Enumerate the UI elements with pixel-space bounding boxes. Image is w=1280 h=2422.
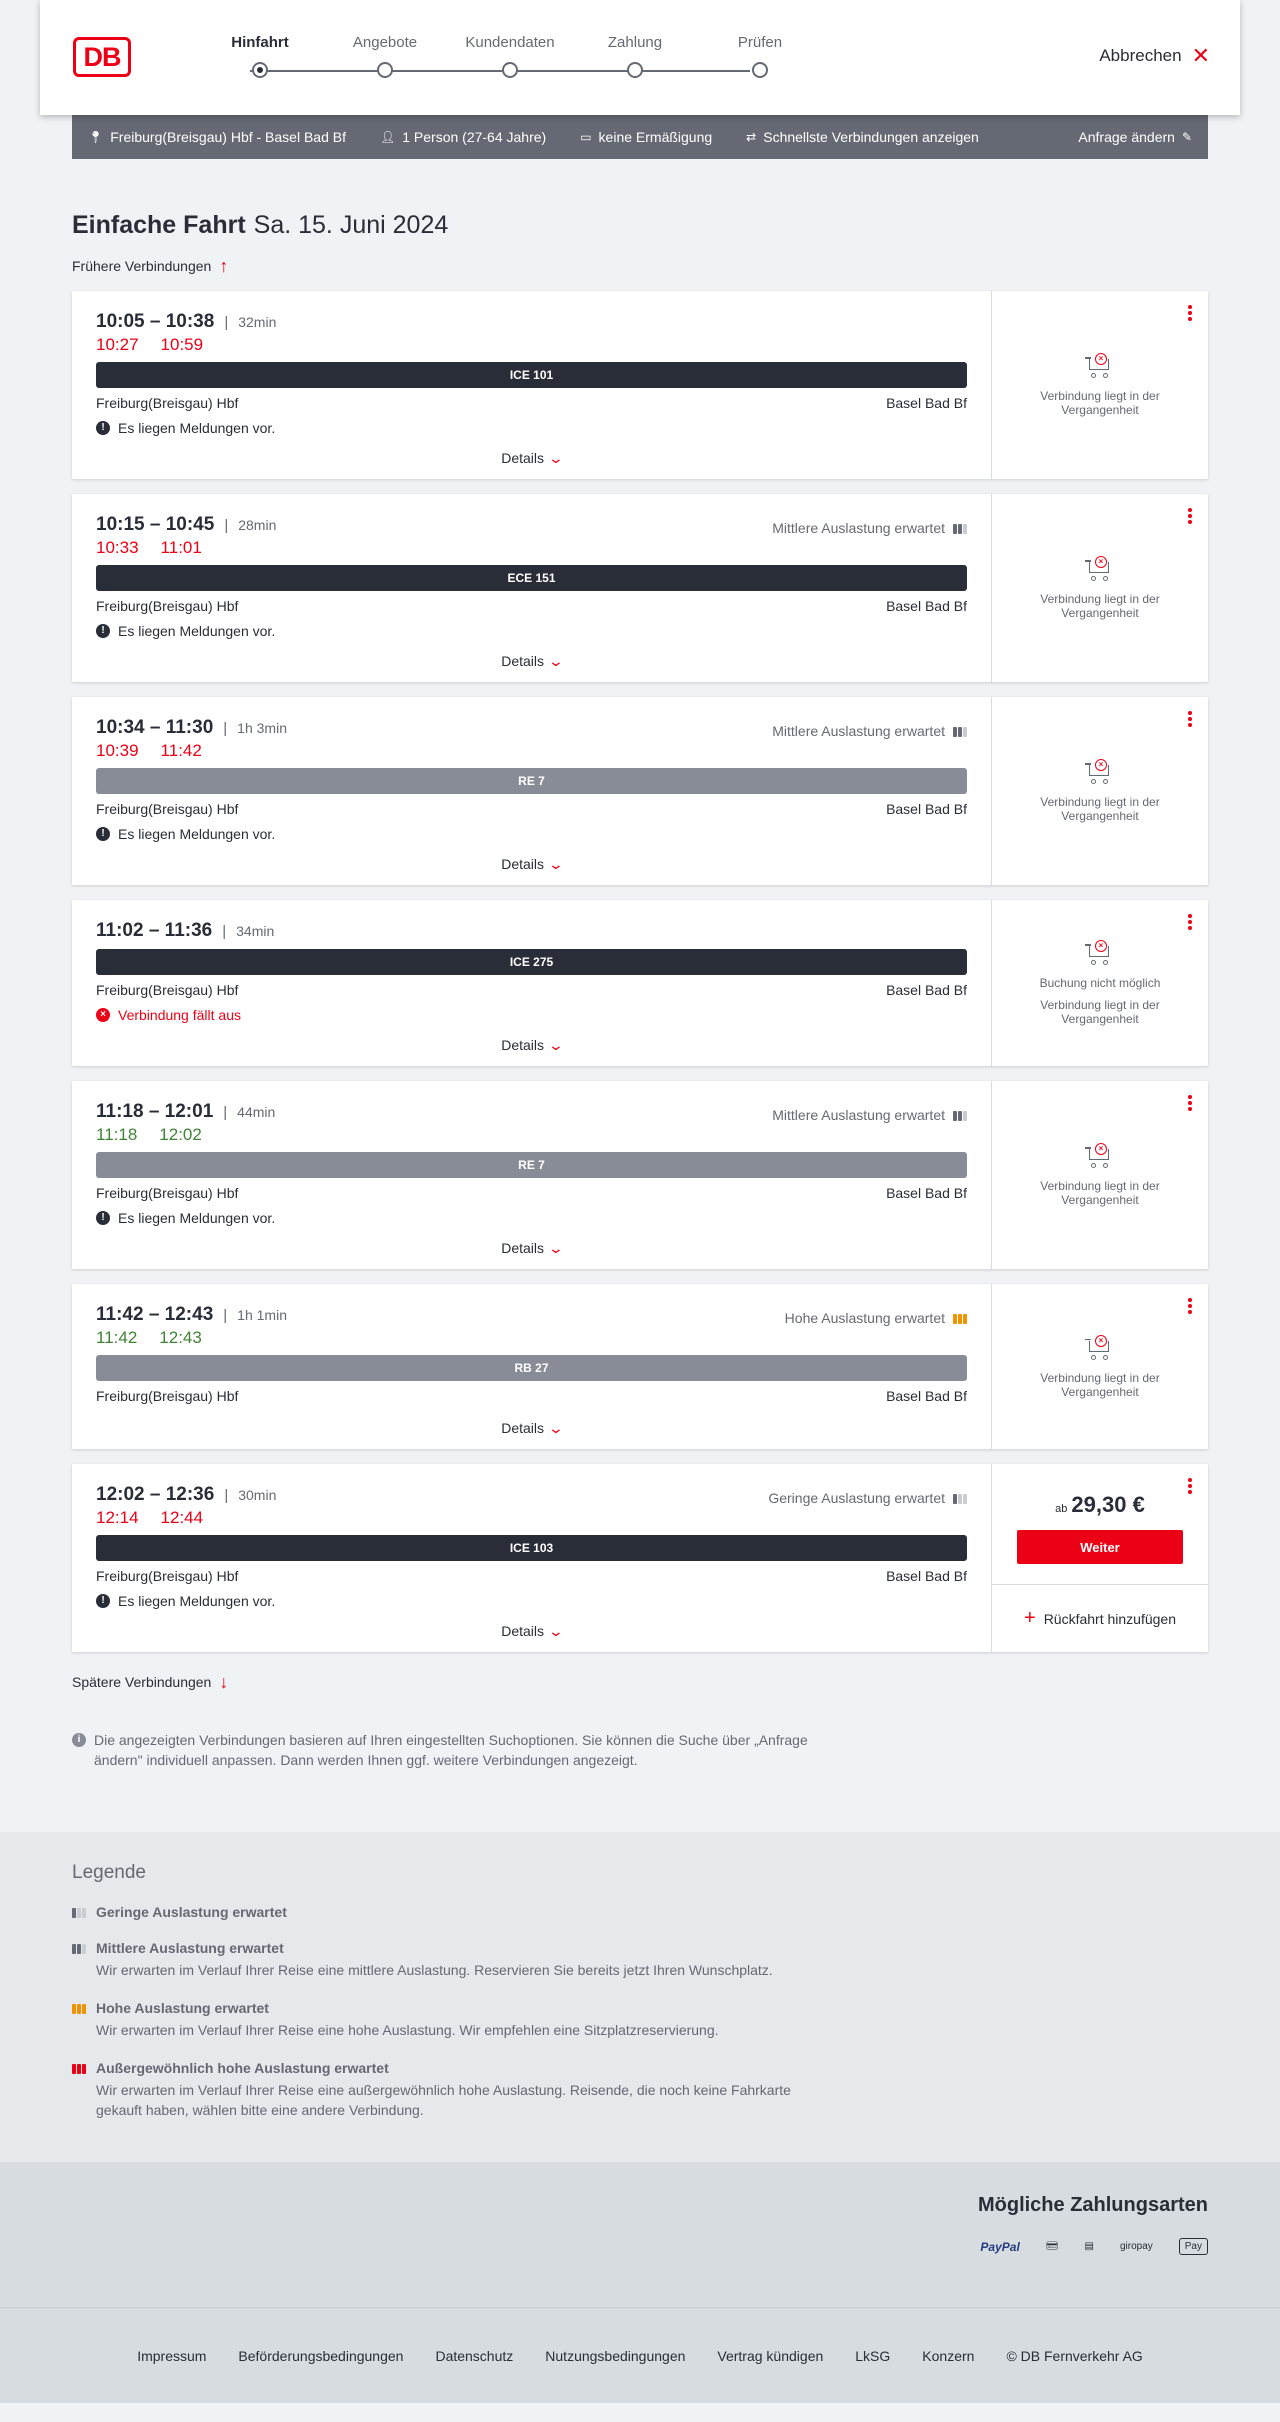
load-indicator (772, 1107, 967, 1123)
error-icon: × (96, 1008, 110, 1022)
page-title (72, 211, 1208, 240)
credit-card-icon: 💳︎ (1045, 2241, 1059, 2252)
past-text: Verbindung liegt in der Vergangenheit (1040, 1370, 1160, 1399)
departure-station: Freiburg(Breisgau) Hbf (96, 598, 239, 614)
duration: 34min (236, 923, 275, 939)
step-label: Angebote (352, 34, 418, 51)
legend-item-desc: Wir erwarten im Verlauf Ihrer Reise eine hohe Auslastung. Wir empfehlen eine Sitzplatzreservierung. (96, 2022, 719, 2038)
summary-fastest-text: Schnellste Verbindungen anzeigen (763, 129, 979, 145)
step-label: Hinfahrt (231, 34, 289, 51)
details-toggle[interactable] (96, 641, 967, 682)
cart-unavailable-icon: × (1085, 1143, 1115, 1169)
more-options-icon[interactable] (1186, 711, 1194, 729)
details-label: Details (501, 1037, 545, 1053)
more-options-icon[interactable] (1186, 1298, 1194, 1316)
train-bar: RE 7 (96, 1152, 967, 1178)
footer-copyright: © DB Fernverkehr AG (1006, 2347, 1143, 2364)
chevron-down-icon: ⌄ (547, 653, 565, 669)
load-icon (953, 725, 967, 737)
step-zahlung (585, 34, 685, 78)
legend-item-title: Mittlere Auslastung erwartet (96, 1940, 284, 1956)
arrival-station: Basel Bad Bf (886, 1185, 967, 1201)
legend-title: Legende (72, 1862, 146, 1883)
realtime-times (96, 741, 967, 763)
legend-item-title: Außergewöhnlich hohe Auslastung erwartet (96, 2060, 389, 2076)
chevron-down-icon: ⌄ (547, 856, 565, 872)
step-pruefen (710, 34, 810, 78)
realtime-departure: 10:39 (96, 741, 139, 760)
details-toggle[interactable] (96, 1408, 967, 1449)
connection-card (72, 1081, 1208, 1269)
step-angebote (335, 34, 435, 78)
legend-item-desc: Wir erwarten im Verlauf Ihrer Reise eine mittlere Auslastung. Reservieren Sie bereits jetzt Ihren Wunschplatz. (96, 1962, 773, 1978)
step-dot (752, 62, 768, 78)
notice-message (96, 418, 967, 438)
arrow-up-icon: ↑ (219, 256, 229, 276)
load-indicator (785, 1310, 967, 1326)
card-icon: ▭ (580, 130, 592, 144)
connection-times (96, 311, 967, 335)
cart-unavailable-icon: × (1085, 556, 1115, 582)
notice-message (96, 824, 967, 844)
legend-item-high (72, 2000, 1280, 2040)
step-dot (377, 62, 393, 78)
alert-icon: ! (96, 827, 110, 841)
load-text: Hohe Auslastung erwartet (784, 1310, 945, 1326)
connection-side (992, 697, 1208, 885)
close-icon: ✕ (1191, 43, 1210, 68)
connection-main (72, 1464, 992, 1652)
search-info-note (72, 1730, 832, 1770)
load-text: Mittlere Auslastung erwartet (772, 723, 945, 739)
notice-message (96, 1591, 967, 1611)
footer-link-impressum[interactable]: Impressum (137, 2347, 207, 2364)
cart-unavailable-icon: × (1085, 940, 1115, 966)
stations (96, 1185, 967, 1205)
past-text: Verbindung liegt in der Vergangenheit (1040, 998, 1160, 1026)
realtime-arrival: 11:01 (160, 538, 202, 557)
connection-side (992, 291, 1208, 479)
planned-times: 10:05 – 10:38 (96, 311, 215, 332)
apple-pay-icon (1179, 2238, 1208, 2255)
departure-station: Freiburg(Breisgau) Hbf (96, 801, 239, 817)
connection-side (992, 1464, 1208, 1652)
past-text: Verbindung liegt in der Vergangenheit (1040, 389, 1160, 417)
cancel-button[interactable] (1099, 45, 1210, 67)
departure-station: Freiburg(Breisgau) Hbf (96, 1568, 239, 1584)
legend-item-title: Hohe Auslastung erwartet (96, 2000, 269, 2016)
message-text: Es liegen Meldungen vor. (118, 826, 276, 842)
summary-persons-text: 1 Person (27-64 Jahre) (402, 129, 547, 145)
booking-not-possible: Buchung nicht möglich (1039, 976, 1161, 990)
add-return-label: Rückfahrt hinzufügen (1043, 1610, 1176, 1627)
connection-side (992, 494, 1208, 682)
realtime-departure: 10:27 (96, 335, 139, 354)
message-text: Verbindung fällt aus (118, 1007, 241, 1023)
realtime-departure: 12:14 (96, 1508, 139, 1527)
footer-link-nutzungsbedingungen[interactable]: Nutzungsbedingungen (545, 2347, 686, 2364)
later-label: Spätere Verbindungen (72, 1674, 212, 1690)
step-kundendaten (460, 34, 560, 78)
connection-side (992, 900, 1208, 1066)
connection-card (72, 697, 1208, 885)
alert-icon: ! (96, 421, 110, 435)
continue-button[interactable]: Weiter (1017, 1530, 1183, 1564)
load-text: Mittlere Auslastung erwartet (772, 520, 945, 536)
load-indicator (772, 723, 967, 739)
step-label: Kundendaten (465, 34, 555, 51)
search-summary-bar (72, 115, 1208, 159)
price-prefix: ab (1055, 1503, 1068, 1515)
paypal-icon: PayPal (980, 2239, 1020, 2254)
duration: 32min (238, 314, 277, 330)
more-options-icon[interactable] (1186, 914, 1194, 932)
load-icon (953, 522, 967, 534)
later-connections-link[interactable] (72, 1672, 1208, 1692)
connection-main (72, 900, 992, 1066)
notice-message (96, 621, 967, 641)
pencil-icon: ✎ (1181, 130, 1192, 144)
past-connection-notice (1025, 759, 1175, 823)
step-label: Zahlung (607, 34, 663, 51)
departure-station: Freiburg(Breisgau) Hbf (96, 395, 239, 411)
train-bar: ICE 101 (96, 362, 967, 388)
realtime-times (96, 335, 967, 357)
alert-icon: ! (96, 1594, 110, 1608)
db-logo[interactable]: DB (73, 37, 131, 77)
payment-methods-title: Mögliche Zahlungsarten (977, 2194, 1208, 2216)
details-label: Details (501, 856, 545, 872)
info-icon: i (72, 1733, 86, 1747)
details-label: Details (501, 1240, 545, 1256)
arrival-station: Basel Bad Bf (886, 1388, 967, 1404)
load-high-icon (72, 2002, 86, 2014)
step-label: Prüfen (737, 34, 783, 51)
realtime-arrival: 12:43 (159, 1328, 202, 1347)
offer-box (992, 1464, 1208, 1585)
details-toggle[interactable] (96, 1611, 967, 1652)
summary-route (88, 129, 346, 145)
legend-item-title: Geringe Auslastung erwartet (96, 1904, 287, 1920)
load-icon (953, 1109, 967, 1121)
footer (0, 2307, 1280, 2403)
footer-link-lksg[interactable]: LkSG (855, 2347, 891, 2364)
past-connection-notice (1025, 1143, 1175, 1207)
connection-main (72, 1081, 992, 1269)
cart-unavailable-icon: × (1085, 759, 1115, 785)
connection-side (992, 1284, 1208, 1449)
connection-card (72, 900, 1208, 1066)
past-text: Verbindung liegt in der Vergangenheit (1040, 795, 1160, 823)
stations (96, 598, 967, 618)
step-dot (252, 62, 268, 78)
results-content (72, 211, 1208, 1770)
apple-pay-label: Pay (1184, 2241, 1202, 2252)
realtime-departure: 11:42 (96, 1328, 138, 1347)
details-toggle[interactable] (96, 1228, 967, 1269)
cart-unavailable-icon: × (1085, 353, 1115, 379)
separator: | (223, 1307, 228, 1324)
planned-times: 10:15 – 10:45 (96, 514, 215, 535)
separator: | (222, 923, 227, 940)
duration: 44min (237, 1104, 276, 1120)
departure-station: Freiburg(Breisgau) Hbf (96, 1185, 239, 1201)
message-text: Es liegen Meldungen vor. (118, 420, 276, 436)
chevron-down-icon: ⌄ (547, 1037, 565, 1053)
duration: 28min (238, 517, 277, 533)
realtime-arrival: 12:02 (159, 1125, 202, 1144)
connection-card (72, 1464, 1208, 1652)
realtime-departure: 10:33 (96, 538, 139, 557)
footer-link-befoerderungsbedingungen[interactable]: Beförderungsbedingungen (238, 2347, 404, 2364)
realtime-arrival: 10:59 (160, 335, 204, 354)
load-indicator (768, 1490, 967, 1506)
footer-link-konzern[interactable]: Konzern (922, 2347, 975, 2364)
more-options-icon[interactable] (1186, 305, 1194, 323)
duration: 30min (238, 1487, 277, 1503)
load-text: Mittlere Auslastung erwartet (772, 1107, 945, 1123)
location-pin-icon: 📍︎ (88, 130, 104, 144)
details-toggle[interactable] (96, 438, 967, 479)
planned-times: 11:02 – 11:36 (96, 920, 213, 941)
duration: 1h 3min (237, 720, 287, 736)
details-toggle[interactable] (96, 1025, 967, 1066)
details-label: Details (501, 1420, 545, 1436)
load-medium-icon (72, 1942, 86, 1954)
separator: | (223, 720, 228, 737)
planned-times: 11:18 – 12:01 (96, 1101, 214, 1122)
swap-icon: ⇄ (746, 130, 757, 144)
chevron-down-icon: ⌄ (547, 1623, 565, 1639)
separator: | (223, 1104, 228, 1121)
step-hinfahrt (210, 34, 310, 78)
chevron-down-icon: ⌄ (547, 1420, 565, 1436)
earlier-label: Frühere Verbindungen (72, 258, 212, 274)
planned-times: 11:42 – 12:43 (96, 1304, 214, 1325)
summary-route-text: Freiburg(Breisgau) Hbf - Basel Bad Bf (110, 129, 346, 145)
summary-persons (380, 129, 546, 145)
chevron-down-icon: ⌄ (547, 1240, 565, 1256)
booking-header (40, 0, 1240, 115)
message-text: Es liegen Meldungen vor. (118, 623, 276, 639)
separator: | (224, 517, 229, 534)
chevron-down-icon: ⌄ (547, 450, 565, 466)
separator: | (224, 1487, 229, 1504)
summary-fastest (746, 129, 979, 145)
info-text: Die angezeigten Verbindungen basieren auf Ihren eingestellten Suchoptionen. Sie können die Suche über „Anfrage ändern" individuell anpassen. Dann werden Ihnen ggf. weitere Verbindungen angezeigt. (94, 1732, 808, 1768)
duration: 1h 1min (237, 1307, 287, 1323)
arrival-station: Basel Bad Bf (886, 982, 967, 998)
past-connection-notice (1025, 1335, 1175, 1399)
plus-icon: + (1024, 1607, 1036, 1629)
realtime-departure: 11:18 (96, 1125, 138, 1144)
realtime-times (96, 1125, 967, 1147)
alert-icon: ! (96, 1211, 110, 1225)
planned-times: 12:02 – 12:36 (96, 1484, 215, 1505)
realtime-arrival: 12:44 (160, 1508, 204, 1527)
arrival-station: Basel Bad Bf (886, 395, 967, 411)
connection-main (72, 494, 992, 682)
more-options-icon[interactable] (1186, 1095, 1194, 1113)
person-icon: 👤︎ (380, 130, 396, 144)
train-bar: ICE 103 (96, 1535, 967, 1561)
change-request-button[interactable] (1078, 129, 1192, 145)
connection-times (96, 920, 967, 944)
stations (96, 801, 967, 821)
departure-station: Freiburg(Breisgau) Hbf (96, 982, 239, 998)
details-label: Details (501, 450, 545, 466)
load-indicator (772, 520, 967, 536)
connection-card (72, 1284, 1208, 1449)
load-icon (953, 1492, 967, 1504)
message-text: Es liegen Meldungen vor. (118, 1210, 276, 1226)
connection-card (72, 291, 1208, 479)
legend-item-desc: Wir erwarten im Verlauf Ihrer Reise eine außergewöhnlich hohe Auslastung. Reisende, die noch keine Fahrkarte gekauft haben, wählen bitte eine andere Verbindung. (96, 2082, 791, 2118)
connection-list (72, 291, 1208, 1652)
past-text: Verbindung liegt in der Vergangenheit (1040, 1179, 1160, 1207)
legend-section (0, 1832, 1280, 2162)
realtime-times (96, 538, 967, 560)
departure-station: Freiburg(Breisgau) Hbf (96, 1388, 239, 1404)
cancellation-notice (96, 1005, 967, 1025)
more-options-icon[interactable] (1186, 1478, 1194, 1496)
load-icon (953, 1312, 967, 1324)
details-label: Details (501, 653, 545, 669)
details-label: Details (501, 1623, 545, 1639)
trip-type: Einfache Fahrt (72, 211, 246, 239)
connection-main (72, 697, 992, 885)
load-low-icon (72, 1906, 86, 1918)
step-dot (502, 62, 518, 78)
details-toggle[interactable] (96, 844, 967, 885)
connection-main (72, 1284, 992, 1449)
price-value: 29,30 € (1071, 1492, 1145, 1517)
train-bar: RB 27 (96, 1355, 967, 1381)
trip-date: Sa. 15. Juni 2024 (253, 211, 449, 239)
giropay-icon: giropay (1119, 2241, 1153, 2252)
separator: | (224, 314, 229, 331)
earlier-connections-link[interactable] (72, 256, 1208, 276)
realtime-times (96, 1508, 967, 1530)
notice-message (96, 1208, 967, 1228)
stations (96, 982, 967, 1002)
add-return-trip-button[interactable] (992, 1585, 1208, 1652)
cart-unavailable-icon: × (1085, 1335, 1115, 1361)
price (1016, 1492, 1184, 1518)
load-text: Geringe Auslastung erwartet (768, 1490, 945, 1506)
stations (96, 1388, 967, 1408)
arrow-down-icon: ↓ (219, 1672, 229, 1692)
connection-card (72, 494, 1208, 682)
planned-times: 10:34 – 11:30 (96, 717, 214, 738)
message-text: Es liegen Meldungen vor. (118, 1593, 276, 1609)
payment-methods-section (0, 2162, 1280, 2307)
sepa-icon: ▤ (1084, 2241, 1094, 2252)
realtime-times (96, 1328, 967, 1350)
cancel-label: Abbrechen (1099, 46, 1182, 65)
legend-item-low (72, 1904, 1280, 1920)
connection-side (992, 1081, 1208, 1269)
change-request-label: Anfrage ändern (1078, 129, 1175, 145)
summary-discount (580, 129, 712, 145)
legend-item-extra-high (72, 2060, 1280, 2120)
train-bar: RE 7 (96, 768, 967, 794)
connection-main (72, 291, 992, 479)
more-options-icon[interactable] (1186, 508, 1194, 526)
past-connection-notice (1025, 353, 1175, 417)
footer-link-datenschutz[interactable]: Datenschutz (435, 2347, 514, 2364)
progress-stepper (210, 34, 783, 84)
load-extra-high-icon (72, 2062, 86, 2074)
arrival-station: Basel Bad Bf (886, 1568, 967, 1584)
stations (96, 395, 967, 415)
stations (96, 1568, 967, 1588)
past-connection-notice (1025, 940, 1175, 1026)
arrival-station: Basel Bad Bf (886, 801, 967, 817)
arrival-station: Basel Bad Bf (886, 598, 967, 614)
past-connection-notice (1025, 556, 1175, 620)
legend-item-medium (72, 1940, 1280, 1980)
realtime-arrival: 11:42 (160, 741, 202, 760)
summary-discount-text: keine Ermäßigung (598, 129, 713, 145)
past-text: Verbindung liegt in der Vergangenheit (1040, 592, 1160, 620)
footer-link-vertrag-kuendigen[interactable]: Vertrag kündigen (717, 2347, 824, 2364)
train-bar: ECE 151 (96, 565, 967, 591)
alert-icon: ! (96, 624, 110, 638)
train-bar: ICE 275 (96, 949, 967, 975)
payment-icons (980, 2238, 1208, 2255)
step-dot (627, 62, 643, 78)
